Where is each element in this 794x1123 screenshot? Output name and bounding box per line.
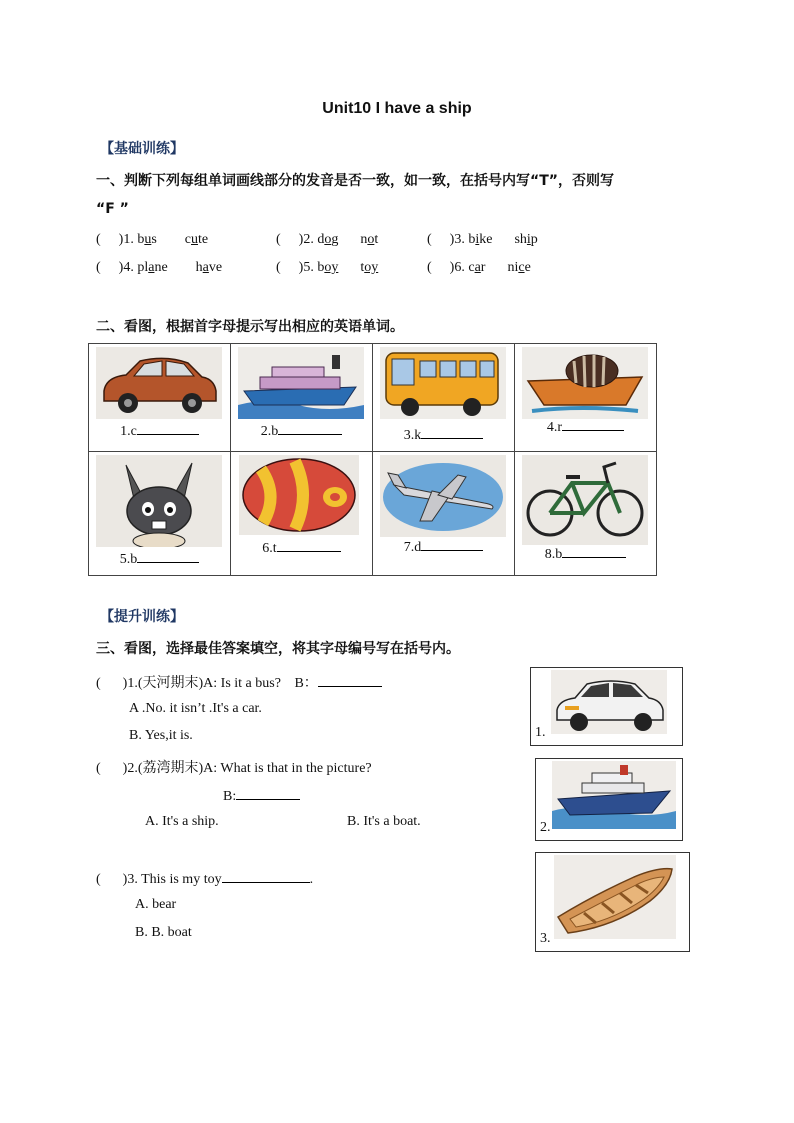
q3-item-3-option-b: B. B. boat (135, 925, 192, 940)
answer-blank[interactable] (222, 870, 310, 883)
word-2: toy (360, 260, 379, 275)
word-2: nice (507, 260, 531, 275)
figure-1-number: 1. (535, 725, 546, 740)
answer-paren[interactable]: ( (427, 232, 432, 247)
answer-blank[interactable] (318, 674, 382, 687)
wooden-boat-picture (554, 855, 676, 939)
bike-picture (522, 455, 648, 545)
label-1 (89, 422, 230, 440)
q3-item-1-b: B： (294, 676, 318, 691)
item-number: )1. (118, 232, 138, 247)
picture-grid (88, 343, 657, 576)
label-6 (231, 539, 372, 557)
bus-picture (380, 347, 506, 419)
label-text: 1.c (120, 424, 137, 439)
word-1: dog (317, 232, 339, 247)
item-number: )2. (298, 232, 318, 247)
picture-cell (515, 452, 657, 576)
picture-cell (373, 344, 515, 452)
q3-item-2-b (223, 787, 300, 805)
q1-item (276, 260, 378, 276)
label-8 (515, 545, 656, 563)
q3-item-2-b-label: B: (223, 789, 237, 804)
car-picture (96, 347, 222, 419)
picture-cell (231, 452, 373, 576)
label-text: 6.t (262, 541, 277, 556)
label-2 (231, 422, 372, 440)
q3-item-3-stem: )3. This is my toy (122, 872, 222, 887)
boat-picture (522, 347, 648, 419)
section-heading-advanced: 【提升训练】 (100, 609, 184, 625)
answer-blank[interactable] (236, 787, 300, 800)
ball-picture (239, 455, 359, 535)
blue-ship-picture (552, 761, 676, 829)
q1-instruction: 一、判断下列每组单词画线部分的发音是否一致，如一致，在括号内写“T”，否则写 (96, 173, 614, 189)
answer-paren[interactable]: ( (427, 260, 432, 275)
word-1: boy (317, 260, 339, 275)
picture-cell (515, 344, 657, 452)
label-4 (515, 418, 656, 436)
picture-cell (373, 452, 515, 576)
label-5 (89, 550, 230, 568)
answer-paren: ( (96, 761, 101, 776)
word-1: bus (137, 232, 157, 247)
q3-item-1 (96, 672, 382, 692)
q3-item-1-stem: )1.(天河期末)A: Is it a bus? (122, 676, 281, 691)
word-2: not (360, 232, 379, 247)
word-2: ship (514, 232, 538, 247)
ship-picture (238, 347, 364, 419)
q1-item (427, 232, 538, 248)
word-1: plane (137, 260, 168, 275)
word-1: bike (468, 232, 493, 247)
q1-item (96, 260, 222, 276)
q3-item-2 (96, 757, 372, 777)
section-heading-basic: 【基础训练】 (100, 141, 184, 157)
label-text: 5.b (119, 552, 138, 567)
answer-paren[interactable]: ( (276, 260, 281, 275)
q3-item-3 (96, 870, 313, 888)
item-number: )4. (118, 260, 138, 275)
picture-cell (89, 452, 231, 576)
item-number: )6. (449, 260, 469, 275)
picture-cell (231, 344, 373, 452)
figure-2 (535, 758, 683, 841)
white-car-picture (551, 670, 667, 734)
picture-cell (89, 344, 231, 452)
q1-instruction-cont: “F ” (96, 201, 129, 217)
label-text: 4.r (546, 420, 563, 435)
answer-paren[interactable]: ( (96, 260, 101, 275)
label-7 (373, 538, 514, 556)
word-1: car (468, 260, 486, 275)
figure-3 (535, 852, 690, 952)
q3-item-2-stem: )2.(荔湾期末)A: What is that in the picture? (122, 761, 372, 776)
answer-paren: ( (96, 676, 101, 691)
figure-1 (530, 667, 683, 746)
label-text: 8.b (544, 547, 563, 562)
figure-3-number: 3. (540, 931, 551, 946)
answer-paren[interactable]: ( (96, 232, 101, 247)
label-text: 7.d (403, 540, 422, 555)
item-number: )5. (298, 260, 318, 275)
q1-item (96, 232, 208, 248)
label-text: 3.k (403, 428, 422, 443)
q3-item-2-option-a: A. It's a ship. (145, 814, 219, 829)
q2-instruction: 二、看图，根据首字母提示写出相应的英语单词。 (96, 319, 404, 335)
q3-item-3-option-a: A. bear (135, 897, 177, 912)
figure-2-number: 2. (540, 820, 551, 835)
label-text: 2.b (260, 424, 279, 439)
plane-picture (380, 455, 506, 537)
rabbit-picture (96, 455, 222, 547)
word-2: cute (184, 232, 209, 247)
answer-paren: ( (96, 872, 101, 887)
q1-item (427, 260, 531, 276)
item-number: )3. (449, 232, 469, 247)
page-title: Unit10 I have a ship (322, 100, 472, 117)
q1-item (276, 232, 378, 248)
q3-item-1-option-b: B. Yes,it is. (129, 728, 193, 743)
q3-item-1-option-a: A .No. it isn’t .It's a car. (129, 701, 262, 716)
answer-paren[interactable]: ( (276, 232, 281, 247)
label-3 (373, 426, 514, 444)
q3-instruction: 三、看图，选择最佳答案填空，将其字母编号写在括号内。 (96, 641, 460, 657)
word-2: have (195, 260, 223, 275)
q3-item-3-end: . (309, 872, 314, 887)
q3-item-2-option-b: B. It's a boat. (347, 814, 421, 829)
